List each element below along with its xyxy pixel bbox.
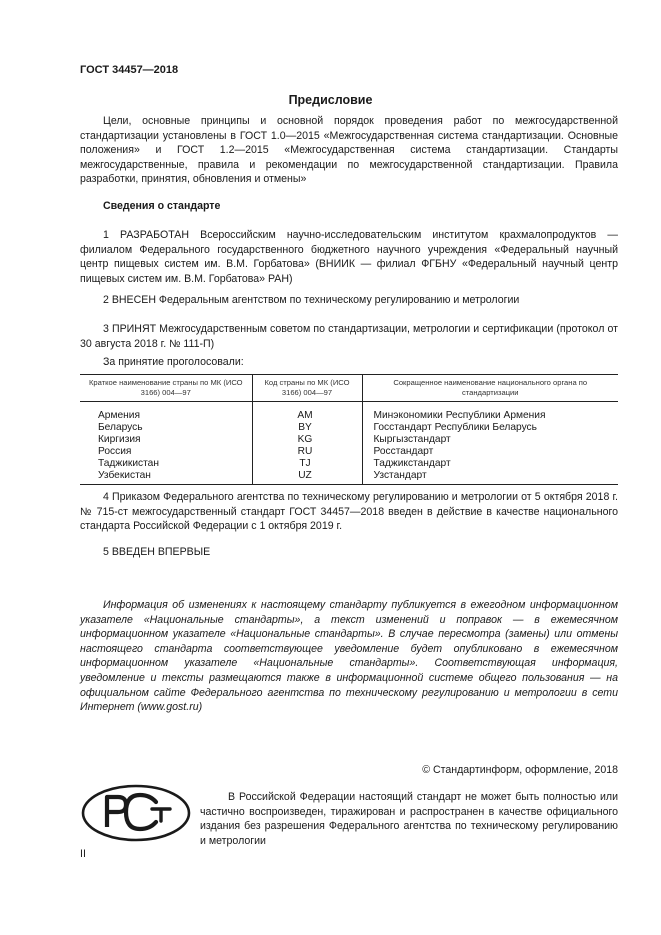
cell-code: BY [252,422,362,434]
header-code: Код страны по МК (ИСО 3166) 004—97 [252,375,362,402]
rights-notice: В Российской Федерации настоящий стандарт не может быть полностью или частично воспроизведен, тиражирован и распространен в качестве официального издания без разрешения Федерального агентства по техническому регулированию и метрологии [200,791,618,847]
item-order: 4 Приказом Федерального агентства по техническому регулированию и метрологии от 5 октября 2018 г. № 715-ст межгосударственный стандарт ГОСТ 34457—2018 введен в действие в качестве национального стандарта Российской Федерации с 1 октября 2019 г. [80,491,618,533]
cell-code: TJ [252,458,362,470]
copyright: © Стандартинформ, оформление, 2018 [422,764,618,776]
cell-org: Кыргызстандарт [362,434,618,446]
rst-certification-mark-icon [80,783,192,848]
table-row [80,402,618,423]
voting-table [80,374,618,485]
cell-code: AM [252,402,362,423]
notice-text: Информация об изменениях к настоящему стандарту публикуется в ежегодном информационном указателе «Национальные стандарты», а текст изменений и поправок — в ежемесячном информационном указателе «Национальные стандарты». В случае пересмотра (замены) или отмены настоящего стандарта соответствующее уведомление будет опубликовано в ежемесячном информационном указателе «Национальные стандарты». Соответствующая информация, уведомление и тексты размещаются также в информационной системе общего пользования — на официальном сайте Федерального агентства по техническому регулированию и метрологии в сети Интернет (www.gost.ru) [80,599,618,714]
cell-country: Узбекистан [80,470,252,485]
page-number: II [80,848,86,860]
cell-org: Госстандарт Республики Беларусь [362,422,618,434]
cell-org: Узстандарт [362,470,618,485]
table-row [80,422,618,434]
table-row [80,470,618,485]
item-developed: 1 РАЗРАБОТАН Всероссийским научно-исследовательским институтом крахмалопродуктов — филиалом Федерального государственного бюджетного научного учреждения «Федеральный научный центр пищевых систем им. В.М. Горбатова» (ВНИИК — филиал ФГБНУ «Федеральный научный центр пищевых систем им. В.М. Горбатова» РАН) [80,229,618,285]
document-number: ГОСТ 34457—2018 [80,64,179,76]
table-header-row [80,375,618,402]
table-row [80,446,618,458]
cell-code: KG [252,434,362,446]
cell-code: RU [252,446,362,458]
section-heading: Сведения о стандарте [103,200,221,212]
cell-country: Таджикистан [98,458,159,469]
cell-code: UZ [252,470,362,485]
cell-country: Армения [98,410,140,421]
item-first: 5 ВВЕДЕН ВПЕРВЫЕ [103,546,211,558]
item-adopted: 3 ПРИНЯТ Межгосударственным советом по стандартизации, метрологии и сертификации (протокол от 30 августа 2018 г. № 111-П) [80,323,618,350]
item-introduced: 2 ВНЕСЕН Федеральным агентством по техническому регулированию и метрологии [103,294,520,306]
header-country: Краткое наименование страны по МК (ИСО 3166) 004—97 [80,375,252,402]
header-org: Сокращенное наименование национального органа по стандартизации [362,375,618,402]
foreword-intro: Цели, основные принципы и основной порядок проведения работ по межгосударственной стандартизации установлены в ГОСТ 1.0—2015 «Межгосударственная система стандартизации. Основные положения» и ГОСТ 1.2—2015 «Межгосударственная система стандартизации. Стандарты межгосударственные, правила и рекомендации по межгосударственной стандартизации. Правила разработки, принятия, обновления и отмены» [80,115,618,186]
cell-country: Россия [98,446,132,457]
table-row [80,458,618,470]
table-row [80,434,618,446]
voted-label: За принятие проголосовали: [103,356,244,368]
cell-org: Минэкономики Республики Армения [362,402,618,423]
cell-org: Таджикстандарт [362,458,618,470]
page-title: Предисловие [288,93,373,107]
cell-org: Росстандарт [362,446,618,458]
cell-country: Беларусь [98,422,143,433]
cell-country: Киргизия [98,434,141,445]
